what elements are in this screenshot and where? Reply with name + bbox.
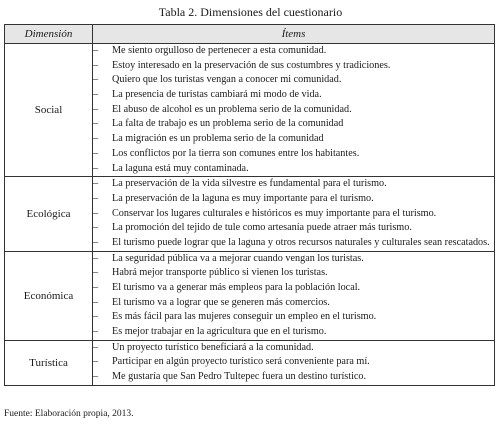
- list-item: [93, 310, 494, 325]
- item-text: El turismo va a generar más empleos para la población local.: [112, 282, 361, 293]
- list-item: [93, 132, 494, 147]
- items-cell: [93, 251, 495, 340]
- bullet-dash: –: [93, 162, 99, 174]
- header-row: [5, 25, 495, 44]
- list-item: [93, 177, 494, 192]
- bullet-dash: –: [93, 89, 99, 101]
- item-text: El turismo puede lograr que la laguna y otros recursos naturales y culturales sean rescatados.: [112, 236, 490, 248]
- header-dimension: Dimensión: [5, 25, 93, 44]
- list-item: [93, 236, 494, 251]
- list-item: [93, 192, 494, 207]
- table-row-social: [5, 44, 495, 177]
- bullet-dash: –: [93, 267, 99, 279]
- list-item: [93, 355, 494, 370]
- list-item: [93, 252, 494, 267]
- list-item: [93, 103, 494, 118]
- list-item: [93, 281, 494, 296]
- bullet-dash: –: [93, 192, 99, 204]
- bullet-dash: –: [93, 252, 99, 264]
- bullet-dash: –: [93, 147, 99, 159]
- bullet-dash: –: [93, 341, 99, 353]
- bullet-dash: –: [93, 118, 99, 130]
- item-text: La falta de trabajo es un problema serio de la comunidad: [112, 118, 344, 130]
- table-row-ecologica: [5, 177, 495, 251]
- list-item: [93, 162, 494, 177]
- item-text: Es más fácil para las mujeres conseguir un empleo en el turismo.: [112, 311, 377, 323]
- bullet-dash: –: [93, 356, 99, 368]
- table-caption: Tabla 2. Dimensiones del cuestionario: [158, 5, 343, 19]
- item-text: El abuso de alcohol es un problema serio de la comunidad.: [112, 103, 352, 115]
- bullet-dash: –: [93, 45, 99, 56]
- list-item: [93, 88, 494, 103]
- bullet-dash: –: [93, 74, 99, 86]
- item-text: La laguna está muy contaminada.: [112, 162, 249, 174]
- questionnaire-table: [4, 24, 495, 386]
- item-text: La preservación de la vida silvestre es fundamental para el turismo.: [112, 178, 387, 190]
- item-text: Estoy interesado en la preservación de sus costumbres y tradiciones.: [112, 59, 391, 71]
- bullet-dash: –: [93, 311, 99, 323]
- list-item: [93, 73, 494, 88]
- items-cell: [93, 44, 495, 177]
- item-text: La promoción del tejido de tule como artesanía puede atraer más turismo.: [112, 222, 412, 234]
- list-item: [93, 370, 494, 385]
- dimension-cell: Turística: [5, 340, 93, 385]
- bullet-dash: –: [93, 296, 99, 308]
- item-text: Conservar los lugares culturales e históricos es muy importante para el turismo.: [112, 207, 437, 219]
- item-text: Es mejor trabajar en la agricultura que en el turismo.: [112, 326, 327, 338]
- bullet-dash: –: [93, 207, 99, 219]
- list-item: [93, 266, 494, 281]
- bullet-dash: –: [93, 103, 99, 115]
- item-text: La migración es un problema serio de la comunidad: [112, 133, 324, 145]
- items-cell: [93, 340, 495, 385]
- list-item: [93, 147, 494, 162]
- dimension-cell: Económica: [5, 251, 93, 340]
- item-text: Me siento orgulloso de pertenecer a esta comunidad.: [112, 45, 327, 56]
- item-text: La seguridad pública va a mejorar cuando vengan los turistas.: [112, 252, 364, 264]
- list-item: [93, 296, 494, 311]
- item-text: Habrá mejor transporte público si vienen los turistas.: [112, 267, 328, 279]
- items-cell: [93, 177, 495, 251]
- bullet-dash: –: [93, 326, 99, 338]
- list-item: [93, 221, 494, 236]
- bullet-dash: –: [93, 282, 99, 293]
- source-note: Fuente: Elaboración propia, 2013.: [4, 409, 134, 419]
- dimension-cell: Social: [5, 44, 93, 177]
- header-items: Ítems: [93, 25, 495, 44]
- bullet-dash: –: [93, 178, 99, 190]
- list-item: [93, 207, 494, 222]
- bullet-dash: –: [93, 236, 99, 248]
- bullet-dash: –: [93, 222, 99, 234]
- list-item: [93, 44, 494, 59]
- item-text: Me gustaría que San Pedro Tultepec fuera un destino turístico.: [112, 371, 367, 383]
- item-text: El turismo va a lograr que se generen más comercios.: [112, 296, 330, 308]
- list-item: [93, 59, 494, 74]
- list-item: [93, 117, 494, 132]
- table-row-turistica: [5, 340, 495, 385]
- item-text: Quiero que los turistas vengan a conocer mi comunidad.: [112, 74, 342, 86]
- item-text: Un proyecto turístico beneficiará a la comunidad.: [112, 341, 314, 353]
- list-item: [93, 325, 494, 340]
- bullet-dash: –: [93, 59, 99, 71]
- item-text: La presencia de turistas cambiará mi modo de vida.: [112, 89, 322, 101]
- item-text: La preservación de la laguna es muy importante para el turismo.: [112, 192, 374, 204]
- bullet-dash: –: [93, 133, 99, 145]
- item-text: Participar en algún proyecto turístico será conveniente para mí.: [112, 356, 370, 368]
- item-text: Los conflictos por la tierra son comunes entre los habitantes.: [112, 147, 360, 159]
- list-item: [93, 341, 494, 356]
- bullet-dash: –: [93, 371, 99, 383]
- table-row-economica: [5, 251, 495, 340]
- dimension-cell: Ecológica: [5, 177, 93, 251]
